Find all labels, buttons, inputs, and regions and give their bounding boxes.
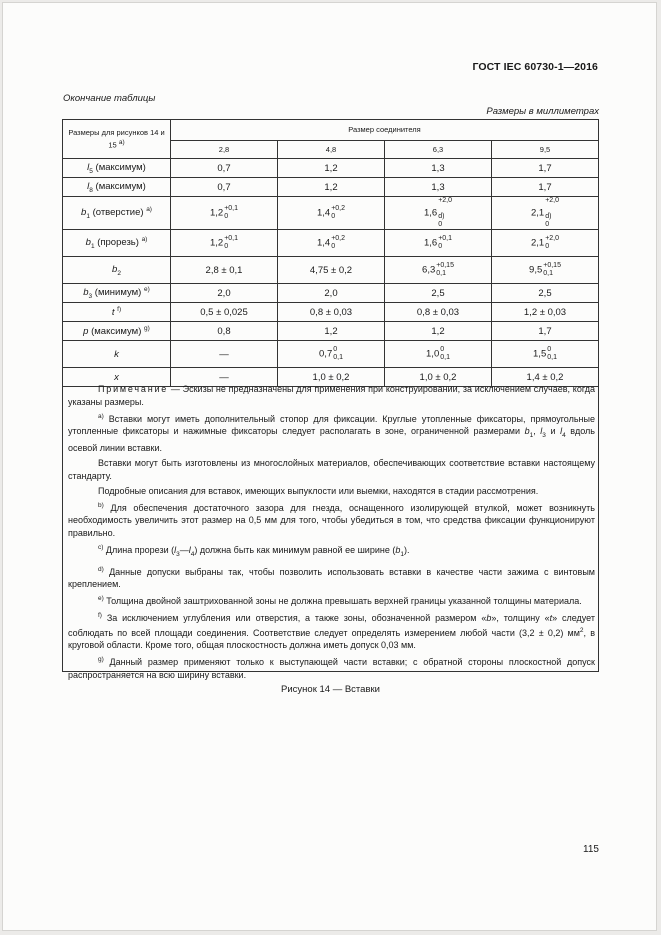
footnote-c: $^{c)}$ Длина прорези $(l_3—l_4)$ должна быть как минимум равной ее ширине $(b_1)$. [98, 543, 410, 558]
table-cell: 1,5 0 0,1 [492, 341, 599, 368]
table-cell: 2,1 +2,0 0 [492, 230, 599, 257]
row-label: $l_8$ (максимум) [63, 178, 171, 197]
table-cell: 6,3 +0,15 0,1 [385, 257, 492, 284]
header-size: 9,5 [492, 141, 599, 159]
table-cell: 1,2 [278, 178, 385, 197]
table-row [63, 341, 599, 368]
notes-section [62, 380, 599, 680]
table-cell: 1,2 [385, 322, 492, 341]
dimensions-table [62, 119, 599, 387]
row-label: t $^{f)}$ [63, 303, 171, 322]
table-row [63, 178, 599, 197]
header-size: 6,3 [385, 141, 492, 159]
footnote-f: $^{f)}$ За исключением углубления или отверстия, а также зоны, обозначенной размером «b», толщину «t» следует соблюдать по всей площади соединения. Соответствие следует определять измерением любой части (3,2 ± 0,2) $мм^2$, в круговой области. Кроме того, общая плоскостность должна иметь допуск 0,03 мм. [68, 612, 595, 651]
header-connector-size: Размер соединителя [171, 120, 599, 141]
table-cell: 0,7 [171, 178, 278, 197]
table-row [63, 159, 599, 178]
table-cell: 1,2 [278, 159, 385, 178]
row-label: $b_1$ (отверстие) $^{a)}$ [63, 197, 171, 230]
row-label: k [63, 341, 171, 368]
table-cell: 1,2 ± 0,03 [492, 303, 599, 322]
note-paragraph: Примечание — Эскизы не предназначены для применения при конструировании, за исключением случаев, когда указаны размеры. [68, 384, 595, 407]
table-row [63, 257, 599, 284]
table-continuation-caption: Окончание таблицы [63, 93, 156, 104]
table-cell: 1,4 +0,2 0 [278, 230, 385, 257]
table-cell: 2,8 ± 0,1 [171, 257, 278, 284]
table-cell: — [171, 368, 278, 387]
table-row [63, 303, 599, 322]
header-size: 2,8 [171, 141, 278, 159]
row-label: $l_5$ (максимум) [63, 159, 171, 178]
table-cell: 1,0 ± 0,2 [385, 368, 492, 387]
row-label: x [63, 368, 171, 387]
note-multilayer: Вставки могут быть изготовлены из многослойных материалов, обеспечивающих соответствие вставки настоящему стандарту. [68, 458, 595, 481]
row-label: p (максимум) $^{g)}$ [63, 322, 171, 341]
table-cell: 0,8 [171, 322, 278, 341]
figure-caption: Рисунок 14 — Вставки [281, 684, 380, 695]
table-cell: 1,2 +0,1 0 [171, 197, 278, 230]
table-row [63, 230, 599, 257]
table-cell: 4,75 ± 0,2 [278, 257, 385, 284]
table-cell: 1,3 [385, 159, 492, 178]
table-cell: 0,7 0 0,1 [278, 341, 385, 368]
table-cell: 0,7 [171, 159, 278, 178]
table-cell: 1,4 +0,2 0 [278, 197, 385, 230]
row-label: $b_1$ (прорезь) $^{a)}$ [63, 230, 171, 257]
table-cell: 2,1 +2,0 d) 0 [492, 197, 599, 230]
table-cell: 1,0 0 0,1 [385, 341, 492, 368]
table-row [63, 197, 599, 230]
footnote-b: $^{b)}$ Для обеспечения достаточного зазора для гнезда, оснащенного изолирующей втулкой, может возникнуть необходимость увеличить этот размер на 0,5 мм для того, чтобы убедиться в том, что средства фиксации функционируют правильно. [68, 501, 595, 538]
table-cell: 1,7 [492, 178, 599, 197]
table-cell: 0,8 ± 0,03 [385, 303, 492, 322]
table-cell: 1,2 [278, 322, 385, 341]
table-cell: 2,5 [492, 284, 599, 303]
footnote-a: $^{a)}$ Вставки могут иметь дополнительный стопор для фиксации. Круглые утопленные фиксаторы, прямоугольные утопленные фиксаторы и нажимные фиксаторы следует располагать в зоне, ограниченной размерами $b_1$, $l_3$ и $l_4$ вдоль осевой линии вставки. [68, 412, 595, 454]
header-size: 4,8 [278, 141, 385, 159]
table-cell: 1,2 +0,1 0 [171, 230, 278, 257]
header-dimensions-for-figures: Размеры для рисунков 14 и 15 $^{a)}$ [63, 120, 171, 159]
table-cell: 2,0 [278, 284, 385, 303]
footnote-e: $^{e)}$ Толщина двойной заштрихованной зоны не должна превышать верхней границы указанной толщины материала. [98, 595, 582, 607]
note-detail: Подробные описания для вставок, имеющих выпуклости или выемки, находятся в стадии рассмотрения. [98, 485, 539, 496]
standard-header: ГОСТ IEC 60730-1—2016 [472, 61, 598, 73]
table-cell: 9,5 +0,15 0,1 [492, 257, 599, 284]
row-label: $b_2$ [63, 257, 171, 284]
table-cell: 1,4 ± 0,2 [492, 368, 599, 387]
table-cell: 1,6 +2,0 d) 0 [385, 197, 492, 230]
table-cell: 0,5 ± 0,025 [171, 303, 278, 322]
table-cell: — [171, 341, 278, 368]
table-cell: 2,5 [385, 284, 492, 303]
table-cell: 1,7 [492, 322, 599, 341]
footnote-g: $^{g)}$ Данный размер применяют только к выступающей части вставки; с обратной стороны плоскостной допуск распространяется на всю ширину вставки. [68, 656, 595, 680]
table-cell: 1,0 ± 0,2 [278, 368, 385, 387]
table-row [63, 284, 599, 303]
table-cell: 2,0 [171, 284, 278, 303]
row-label: $b_3$ (минимум) $^{e)}$ [63, 284, 171, 303]
footnote-d: $^{d)}$ Данные допуски выбраны так, чтобы позволить использовать вставки в качестве части зажима с винтовым креплением. [68, 565, 595, 590]
table-cell: 1,7 [492, 159, 599, 178]
table-row [63, 322, 599, 341]
page-number: 115 [583, 844, 599, 855]
table-cell: 0,8 ± 0,03 [278, 303, 385, 322]
table-units-caption: Размеры в миллиметрах [486, 106, 599, 117]
table-cell: 1,3 [385, 178, 492, 197]
table-cell: 1,6 +0,1 0 [385, 230, 492, 257]
